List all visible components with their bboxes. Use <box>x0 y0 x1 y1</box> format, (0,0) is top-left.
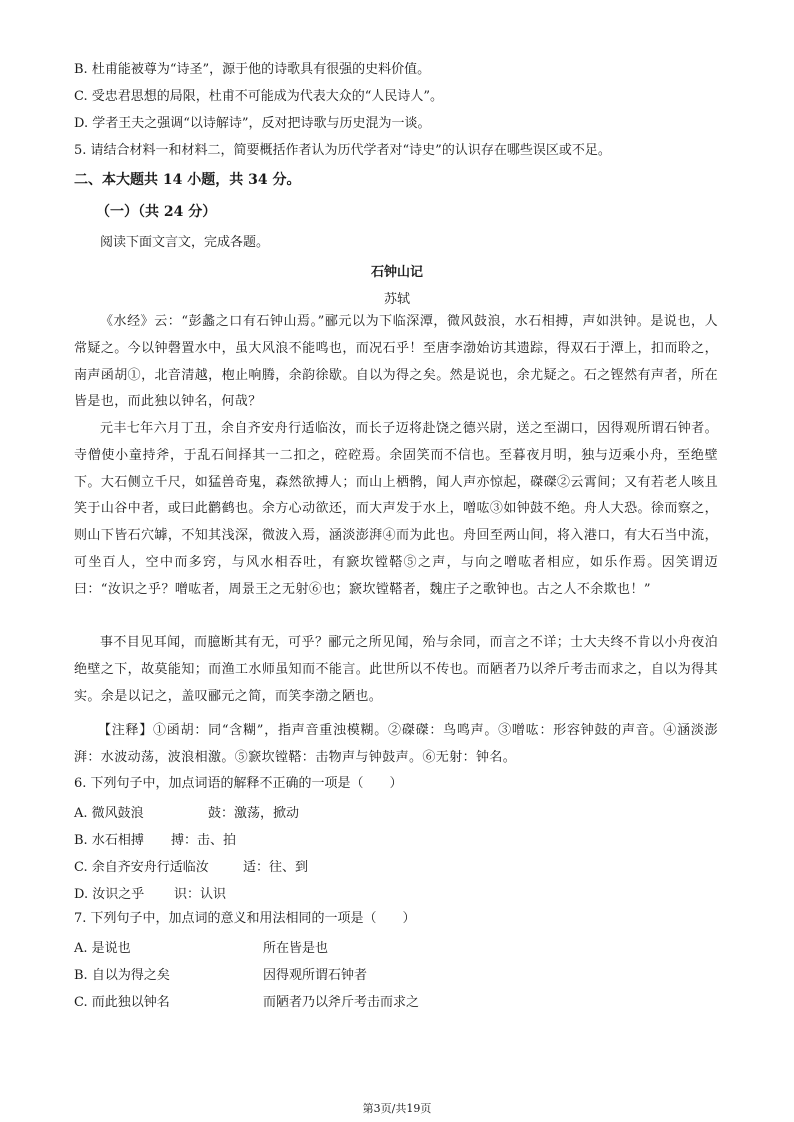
section-heading: 二、本大题共 14 小题，共 34 分。 <box>74 172 301 188</box>
q4-option-b: B. 杜甫能被尊为“诗圣”，源于他的诗歌具有很强的史料价值。 <box>74 62 431 77</box>
question-6-stem: 6. 下列句子中，加点词语的解释不正确的一项是（ ） <box>74 776 403 791</box>
instruction: 阅读下面文言文，完成各题。 <box>100 235 270 250</box>
q6-option-a: A. 微风鼓浪 <box>74 806 144 821</box>
essay-author: 苏轼 <box>383 292 410 307</box>
q6-option-b: B. 水石相搏 <box>74 833 144 848</box>
part-heading: （一）（共 24 分） <box>96 204 217 220</box>
q7-option-b-left: B. 自以为得之矣 <box>74 968 170 983</box>
q6-option-c-gloss: 适：往、到 <box>243 860 309 875</box>
q6-option-d: D. 汝识之乎 <box>74 887 145 902</box>
question-7-stem: 7. 下列句子中，加点词的意义和用法相同的一项是（ ） <box>74 911 416 926</box>
q4-option-c: C. 受忠君思想的局限，杜甫不可能成为代表大众的“人民诗人”。 <box>74 89 444 104</box>
q6-option-c: C. 余自齐安舟行适临汝 <box>74 860 209 875</box>
q6-option-a-gloss: 鼓：激荡，掀动 <box>208 806 300 821</box>
essay-paragraph-2: 元丰七年六月丁丑，余自齐安舟行适临汝，而长子迈将赴饶之德兴尉，送之至湖口，因得观所谓石钟者。寺僧使小童持斧，于乱石间择其一二扣之，硿硿焉。余固笑而不信也。至暮夜月明，独与迈乘小舟，至绝壁下。大石侧立千尺，如猛兽奇鬼，森然欲搏人；而山上栖鹘，闻人声亦惊起，磔磔②云霄间；又有若老人咳且笑于山谷中者，或曰此鹳鹤也。余方心动欲还，而大声发于水上，噌吰③如钟鼓不绝。舟人大恐。徐而察之，则山下皆石穴罅，不知其浅深，微波入焉，涵淡澎湃④而为此也。舟回至两山间，将入港口，有大石当中流，可坐百人，空中而多窍，与风水相吞吐，有窾坎镗鞳⑤之声，与向之噌吰者相应，如乐作焉。因笑谓迈曰：“汝识之乎？噌吰者，周景王之无射⑥也；窾坎镗鞳者，魏庄子之歌钟也。古之人不余欺也！” <box>74 421 718 597</box>
essay-notes: 【注释】①函胡：同“含糊”，指声音重浊模糊。②磔磔：鸟鸣声。③噌吰：形容钟鼓的声音。④涵淡澎湃：水波动荡，波浪相激。⑤窾坎镗鞳：击物声与钟鼓声。⑥无射：钟名。 <box>74 723 718 765</box>
q7-option-a-right: 所在皆是也 <box>263 941 329 956</box>
q6-option-b-gloss: 搏：击、拍 <box>171 833 237 848</box>
page-number: 第3页/共19页 <box>362 1102 432 1115</box>
essay-paragraph-3: 事不目见耳闻，而臆断其有无，可乎？郦元之所见闻，殆与余同，而言之不详；士大夫终不肯以小舟夜泊绝壁之下，故莫能知；而渔工水师虽知而不能言。此世所以不传也。而陋者乃以斧斤考击而求之，自以为得其实。余是以记之，盖叹郦元之简，而笑李渤之陋也。 <box>74 635 718 704</box>
q7-option-a-left: A. 是说也 <box>74 941 131 956</box>
q7-option-c-left: C. 而此独以钟名 <box>74 995 170 1010</box>
q7-option-b-right: 因得观所谓石钟者 <box>263 968 368 983</box>
essay-paragraph-1: 《水经》云：“彭蠡之口有石钟山焉。”郦元以为下临深潭，微风鼓浪，水石相搏，声如洪钟。是说也，人常疑之。今以钟磬置水中，虽大风浪不能鸣也，而况石乎！至唐李渤始访其遗踪，得双石于潭上，扣而聆之，南声函胡①，北音清越，枹止响腾，余韵徐歇。自以为得之矣。然是说也，余尤疑之。石之铿然有声者，所在皆是也，而此独以钟名，何哉？ <box>74 314 718 410</box>
question-5: 5. 请结合材料一和材料二，简要概括作者认为历代学者对“诗史”的认识存在哪些误区或不足。 <box>74 143 611 158</box>
q6-option-d-gloss: 识：认识 <box>174 887 227 902</box>
q7-option-c-right: 而陋者乃以斧斤考击而求之 <box>263 995 420 1010</box>
q4-option-d: D. 学者王夫之强调“以诗解诗”，反对把诗歌与历史混为一谈。 <box>74 116 431 131</box>
essay-title: 石钟山记 <box>370 265 423 280</box>
